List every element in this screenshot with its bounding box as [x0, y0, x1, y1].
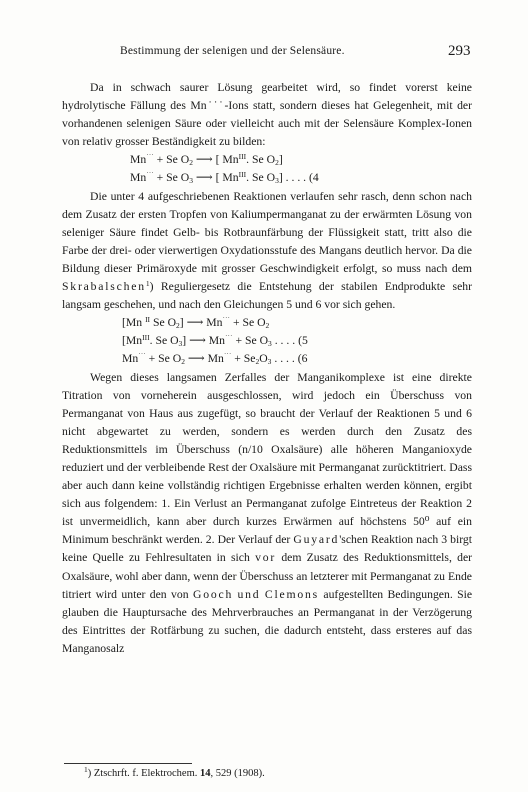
author-name-guyard: Guyard: [293, 533, 340, 547]
paragraph-1: Da in schwach saurer Lösung gearbeitet wird, so findet vorerst keine hydrolytische Fällung des Mn˙˙˙-Ions statt, sondern dieses hat Gelegenheit, mit der vorhandenen selenigen Säure oder vielleicht auch mit der Selensäure Komplex-Ionen von relativ grosser Beständigkeit zu bilden:: [62, 81, 472, 149]
body-text: [62, 79, 472, 658]
equation-block-5-6: [62, 314, 472, 368]
footnote-marker: 1: [145, 279, 150, 289]
paragraph-2: Die unter 4 aufgeschriebenen Reaktionen verlaufen sehr rasch, denn schon nach dem Zusatz der ersten Tropfen von Kaliumpermanganat zu der erwärmten Lösung von seleniger Säure findet Gelb- bis Rotbraunfärbung der Flüssigkeit statt, tritt also die Farbe der drei- oder vierwertigen Oxydationsstufe des Mangans deutlich hervor. Da die Bildung dieser Primäroxyde mit grosser Geschwindigkeit erfolgt, so muss nach dem Skrabalschen$^1$) Reguliergesetz die Entstehung der stabilen Endprodukte sehr langsam geschehen, und nach den Gleichungen 5 und 6 vor sich gehen.: [62, 189, 472, 312]
author-name-skrabal: Skrabalschen: [62, 280, 146, 294]
paragraph-3: Wegen dieses langsamen Zerfalles der Manganikomplexe ist eine direkte Titration von vorneherein ausgeschlossen, wird jedoch ein Überschuss von Permanganat von Haus aus zugefügt, so braucht der Verlauf der Reaktionen 5 und 6 nicht abgewartet zu werden, sondern es werden durch den Zusatz des Reduktionsmittels im Überschuss (n/10 Oxalsäure) alle höheren Manganioxyde reduziert und der verbleibende Rest der Oxalsäure mit Permanganat zurücktitriert. Dass aber auch dann keine vollständig richtigen Ergebnisse erhalten werden können, ergibt sich aus folgendem: 1. Ein Verlust an Permanganat zufolge Eintreteus der Reaktion 2 ist unvermeidlich, kann aber durch kurzes Erwärmen auf höchstens 50⁰ auf ein Minimum beschränkt werden. 2. Der Verlauf der Guyard'schen Reaktion nach 3 birgt keine Quelle zu Fehlresultaten in sich vor dem Zusatz des Reduktionsmittels, der Oxalsäure, wohl aber dann, wenn der Überschuss an letzterer mit Permanganat zu Ende titriert wird unter den von Gooch und Clemons aufgestellten Bedingungen. Sie glauben die Hauptursache des Mehrverbrauches an Permanganat in der Verzögerung des Eintrittes der Rotfärbung zu suchen, die dadurch entsteht, dass ersteres auf das Manganosalz: [62, 370, 473, 655]
equation-6: Mn˙˙˙ + Se $O_2$ ⟶ $Mn^{˙˙˙} + Se_2O_3$ . . . . (6: [122, 351, 308, 367]
equation-5a: [Mn $^{II}$ Se $O_2$] ⟶ Mn˙˙˙ + Se $O_2$: [122, 315, 270, 331]
equation-block-4: [62, 151, 472, 187]
running-title: Bestimmung der selenigen und der Selensäure.: [120, 45, 345, 57]
fraction-n-10: n/10: [242, 442, 263, 456]
equation-4a: Mn˙˙˙ + Se $O_2$ ⟶ [ $Mn^{III}$. Se $O_2$]: [130, 152, 283, 168]
author-name-gooch: Gooch: [192, 587, 234, 601]
page-number: 293: [448, 43, 471, 59]
page-header: [0, 43, 528, 63]
footnote-rule: [64, 763, 192, 764]
footnote: $^1$) Ztschrft. f. Elektrochem. 14, 529 (1908).: [84, 765, 265, 779]
equation-5b: [$Mn^{III}$. Se $O_3$] ⟶ Mn˙˙˙ + Se $O_3$ . . . . (5: [122, 333, 308, 349]
equation-4b: Mn˙˙˙ + Se $O_3$ ⟶ [ $Mn^{III}$. Se $O_3$] . . . . (4: [130, 170, 319, 186]
author-name-clemons: Clemons: [264, 587, 320, 601]
